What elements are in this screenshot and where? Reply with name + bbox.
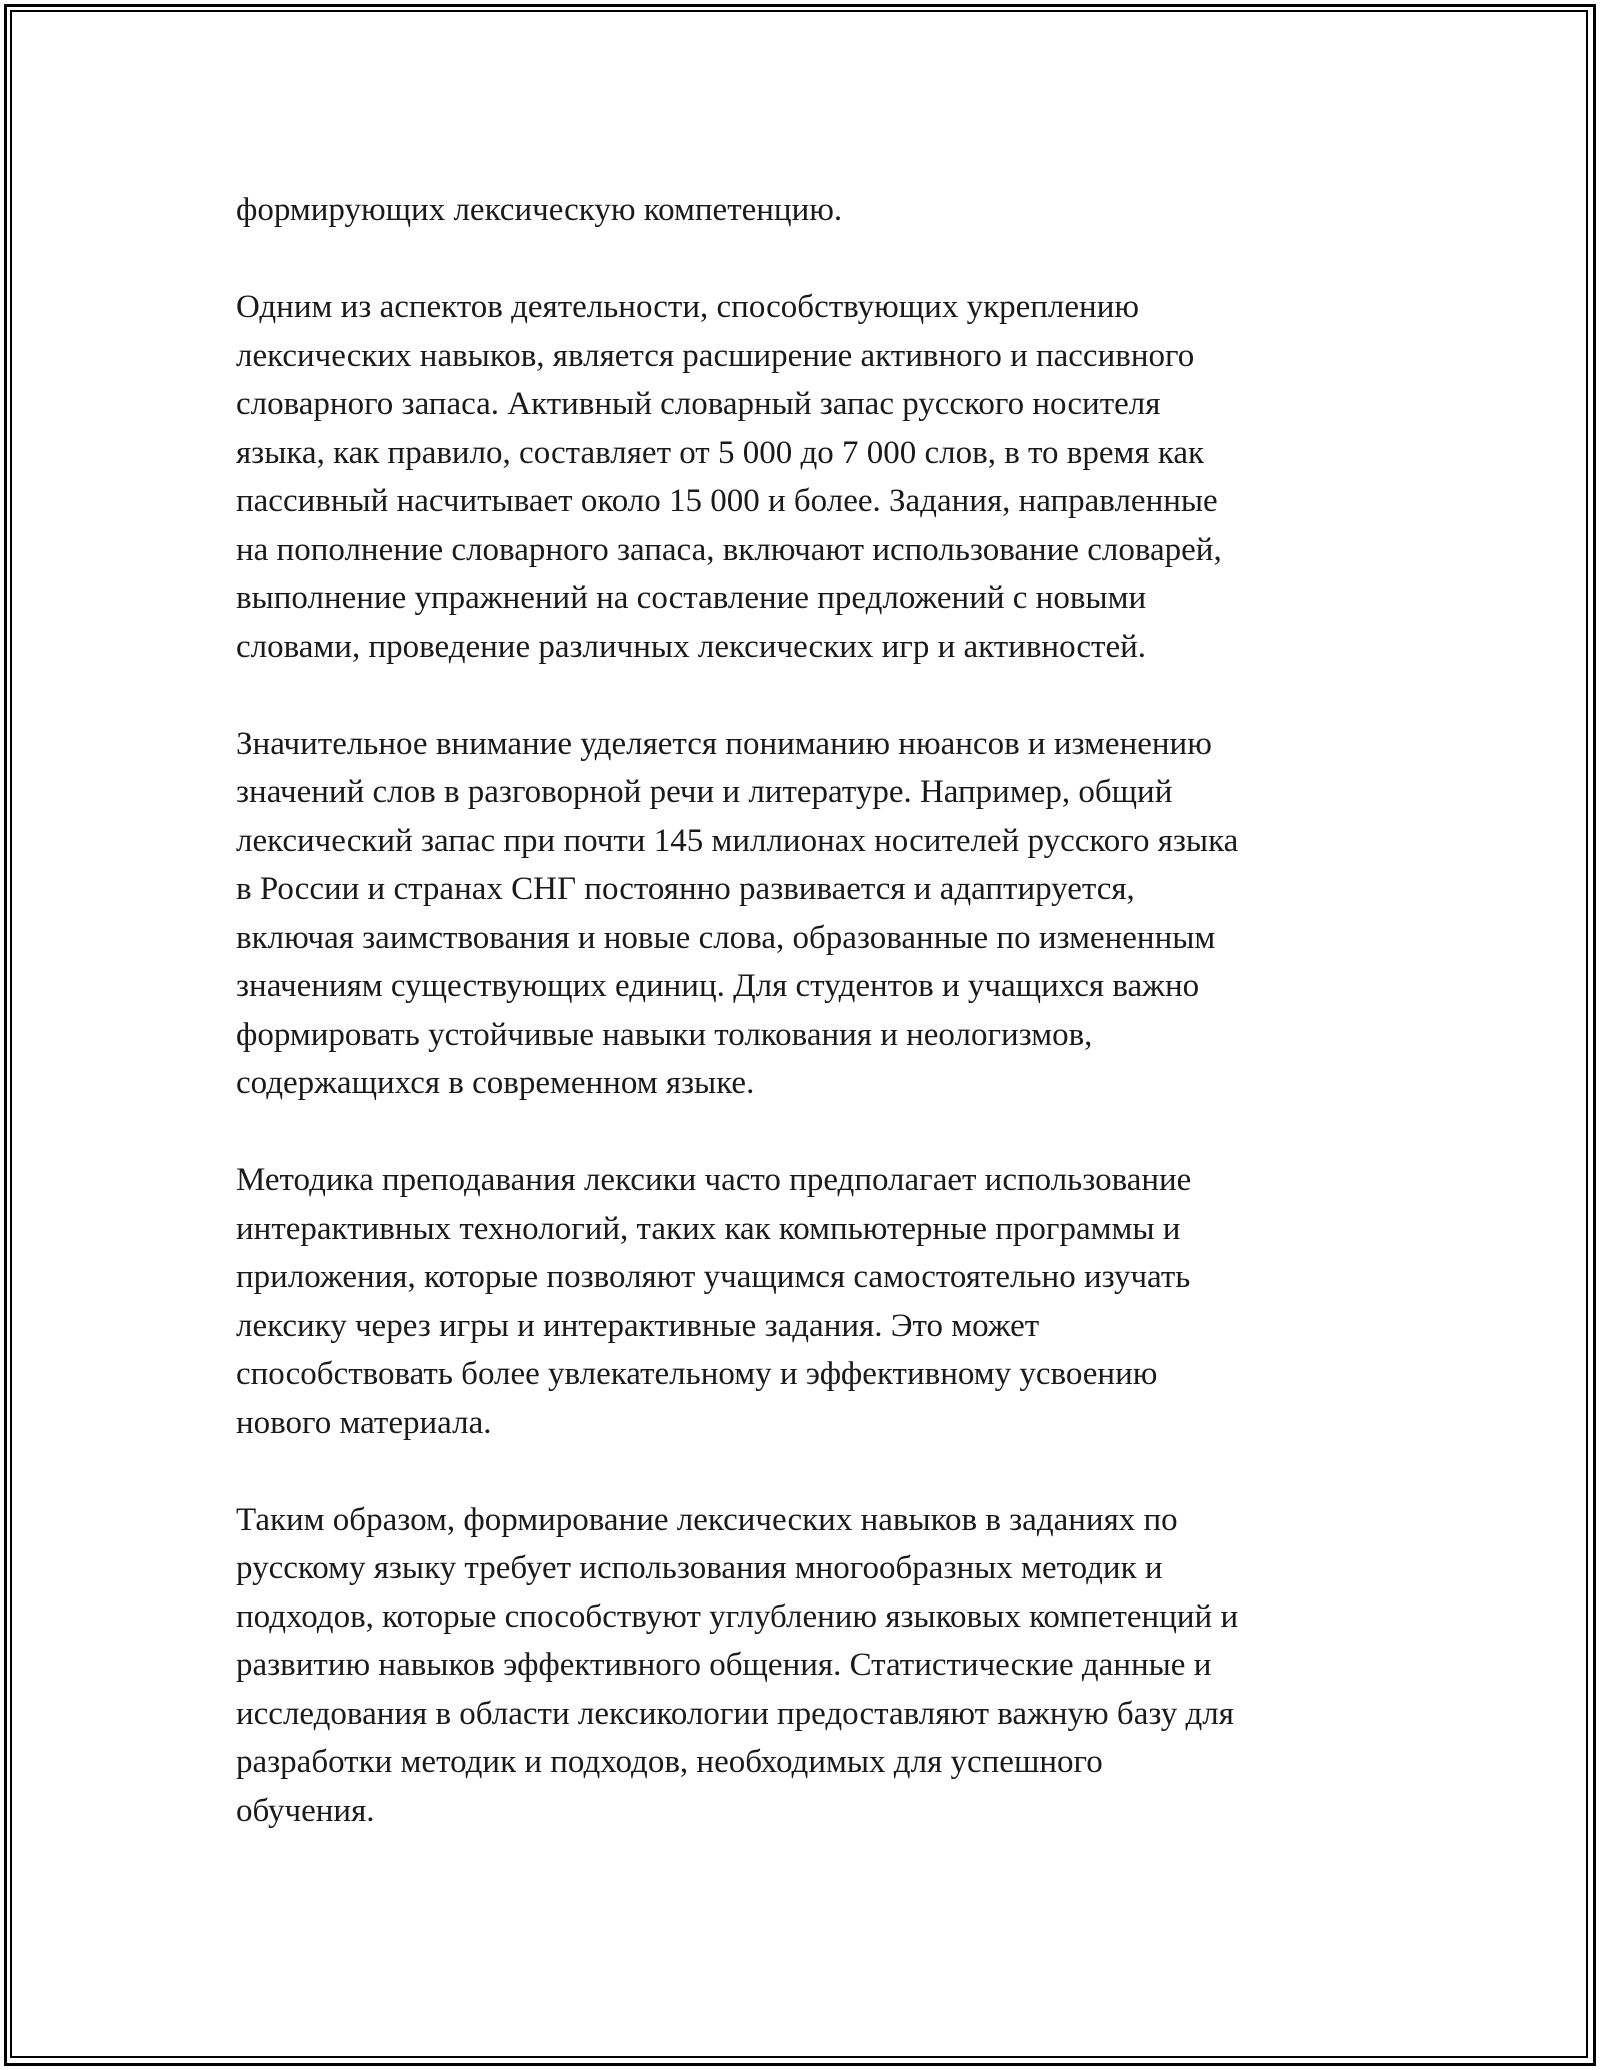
paragraph-continuation: формирующих лексическую компетенцию. bbox=[236, 192, 843, 228]
paragraph-vocabulary-expansion: Одним из аспектов деятельности, способствующих укреплению лексических навыков, является расширение активного и пассивного словарного запаса. Активный словарный запас русского носителя языка, как правило, составляет от 5 000 до 7 000 слов, в то время как пассивный насчитывает около 15 000 и более. Задания, направленные на пополнение словарного запаса, включают использование словарей, выполнение упражнений на составление предложений с новыми словами, проведение различных лексических игр и активностей. bbox=[236, 289, 1222, 665]
paragraph-interactive-methods: Методика преподавания лексики часто предполагает использование интерактивных технологий, таких как компьютерные программы и приложения, которые позволяют учащимся самостоятельно изучать лексику через игры и интерактивные задания. Это может способствовать более увлекательному и эффективному усвоению нового материала. bbox=[236, 1162, 1192, 1441]
paragraph-word-meaning-nuances: Значительное внимание уделяется пониманию нюансов и изменению значений слов в разговорной речи и литературе. Например, общий лексический запас при почти 145 миллионах носителей русского языка в России и странах СНГ постоянно развивается и адаптируется, включая заимствования и новые слова, образованные по измененным значениям существующих единиц. Для студентов и учащихся важно формировать устойчивые навыки толкования и неологизмов, содержащихся в современном языке. bbox=[236, 725, 1239, 1101]
paragraph-conclusion: Таким образом, формирование лексических навыков в заданиях по русскому языку требует использования многообразных методик и подходов, которые способствуют углублению языковых компетенций и развитию навыков эффективного общения. Статистические данные и исследования в области лексикологии предоставляют важную базу для разработки методик и подходов, необходимых для успешного обучения. bbox=[236, 1501, 1239, 1829]
document-body bbox=[236, 186, 1386, 1884]
